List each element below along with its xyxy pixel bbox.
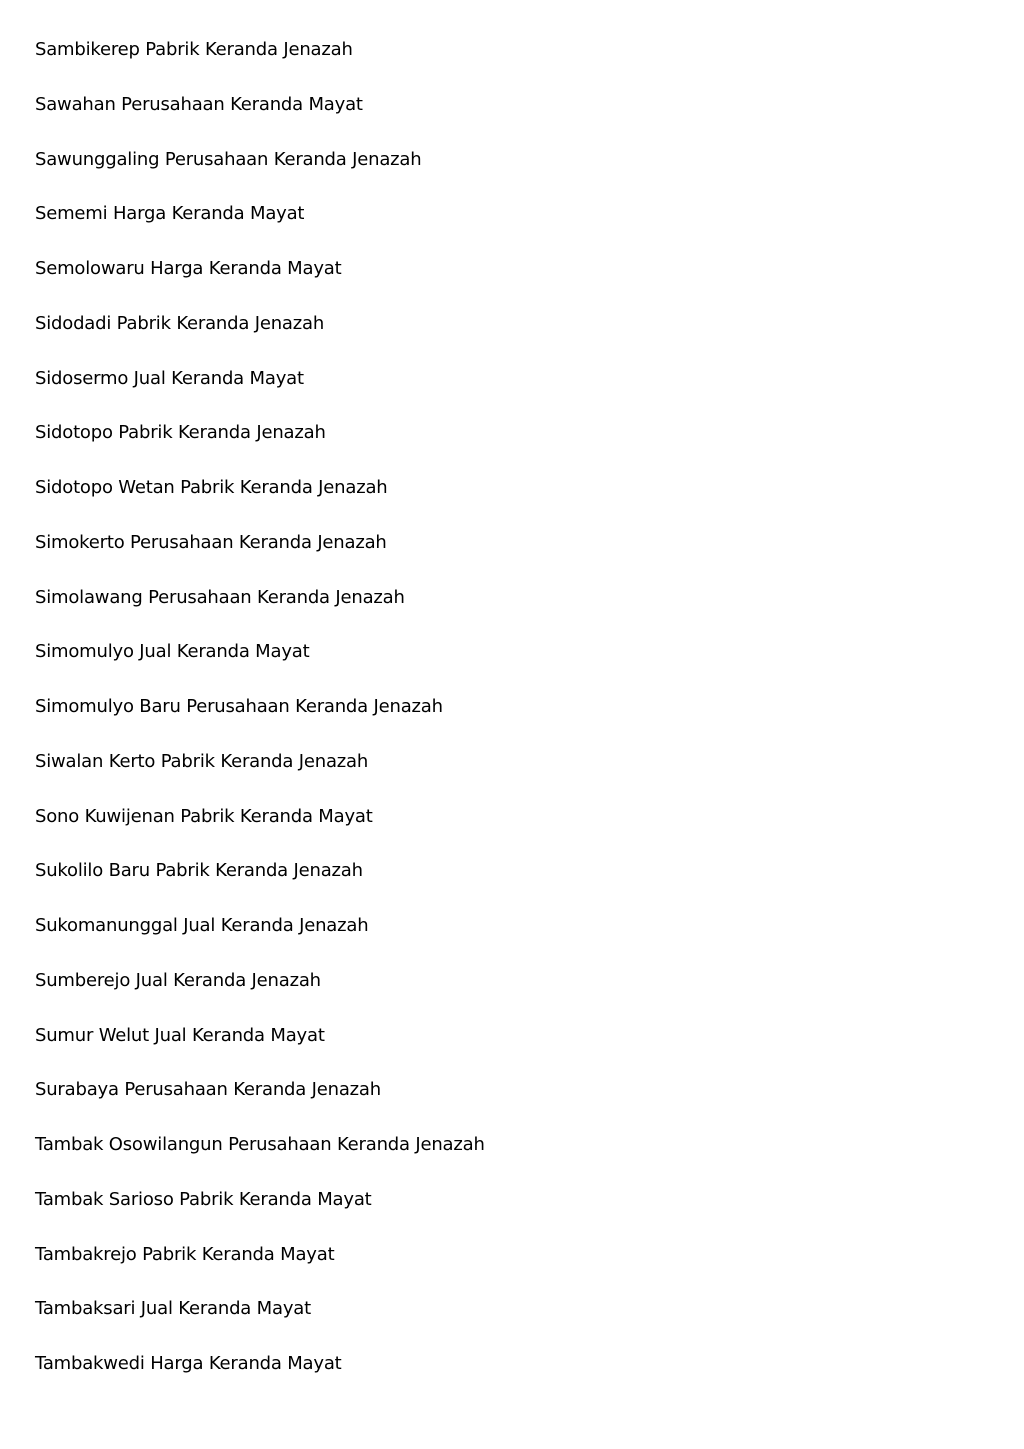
list-item: Sidotopo Wetan Pabrik Keranda Jenazah: [35, 477, 388, 498]
list-item: Simomulyo Baru Perusahaan Keranda Jenazah: [35, 696, 443, 717]
list-item: Siwalan Kerto Pabrik Keranda Jenazah: [35, 750, 369, 772]
list-item: Tambaksari Jual Keranda Mayat: [35, 1298, 311, 1320]
list-item: Sukomanunggal Jual Keranda Jenazah: [35, 915, 369, 936]
list-item: Sidosermo Jual Keranda Mayat: [35, 367, 304, 389]
list-item: Simokerto Perusahaan Keranda Jenazah: [35, 531, 387, 553]
list-item: Simolawang Perusahaan Keranda Jenazah: [35, 586, 405, 608]
list-item: Sememi Harga Keranda Mayat: [35, 203, 305, 225]
list-item: Sumberejo Jual Keranda Jenazah: [35, 969, 321, 991]
list-item: Tambakrejo Pabrik Keranda Mayat: [35, 1243, 335, 1265]
keyword-list: [35, 36, 485, 1405]
list-item: Sumur Welut Jual Keranda Mayat: [35, 1024, 325, 1046]
list-item: Sono Kuwijenan Pabrik Keranda Mayat: [35, 805, 373, 827]
list-item: Sidotopo Pabrik Keranda Jenazah: [35, 422, 326, 444]
list-item: Sidodadi Pabrik Keranda Jenazah: [35, 312, 325, 334]
list-item: Tambak Sarioso Pabrik Keranda Mayat: [35, 1188, 372, 1210]
list-item: Surabaya Perusahaan Keranda Jenazah: [35, 1079, 381, 1101]
list-item: Tambakwedi Harga Keranda Mayat: [35, 1353, 342, 1374]
list-item: Semolowaru Harga Keranda Mayat: [35, 258, 342, 279]
list-item: Simomulyo Jual Keranda Mayat: [35, 641, 310, 663]
list-item: Sukolilo Baru Pabrik Keranda Jenazah: [35, 860, 363, 882]
list-item: Tambak Osowilangun Perusahaan Keranda Jenazah: [35, 1134, 485, 1155]
list-item: Sawunggaling Perusahaan Keranda Jenazah: [35, 148, 422, 170]
list-item: Sawahan Perusahaan Keranda Mayat: [35, 93, 363, 115]
list-item: Sambikerep Pabrik Keranda Jenazah: [35, 39, 353, 60]
